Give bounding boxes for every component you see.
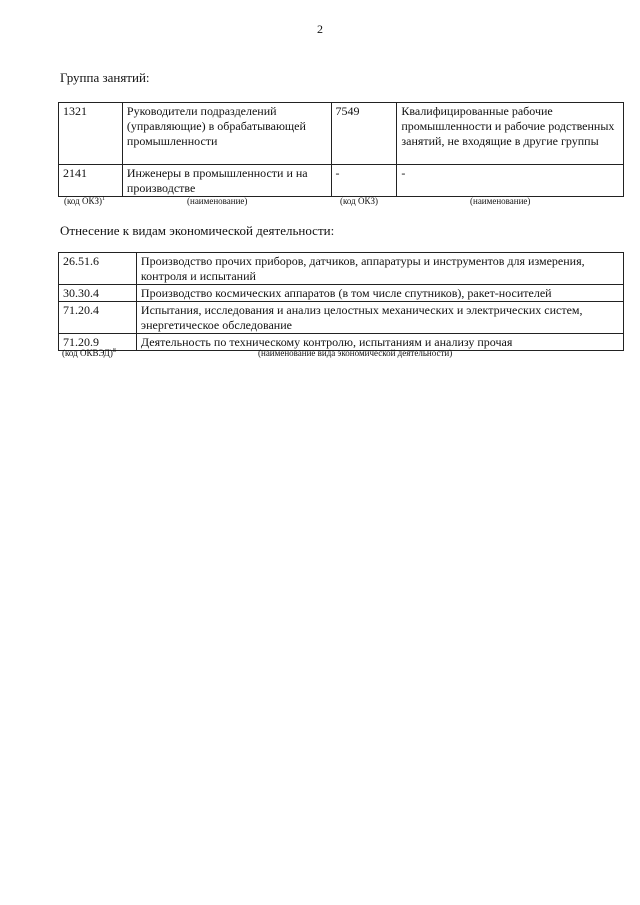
economic-activity-title: Отнесение к видам экономической деятельности:: [60, 223, 335, 238]
occupation-name-cell: Инженеры в промышленности и на производстве: [122, 165, 331, 197]
okved-code-cell: 71.20.9: [59, 334, 137, 351]
occupation-name-cell: Квалифицированные рабочие промышленности и рабочие родственных занятий, не входящие в другие группы: [397, 103, 624, 165]
table-row: [59, 285, 624, 302]
occupation-name-cell: -: [397, 165, 624, 197]
okz-code-cell: 1321: [59, 103, 123, 165]
okved-code-caption: (код ОКВЭД)$^8$: [62, 348, 116, 358]
table-row: [59, 302, 624, 334]
economic-activity-table: [58, 252, 624, 351]
occupation-name-caption: (наименование): [470, 196, 531, 206]
table-row: [59, 253, 624, 285]
okz-code-cell: -: [331, 165, 397, 197]
occupation-group-table: [58, 102, 624, 197]
table-row: [59, 103, 624, 165]
page-number: 2: [317, 22, 323, 36]
table-row: [59, 165, 624, 197]
okved-code-cell: 30.30.4: [59, 285, 137, 302]
footnote-marker: 1: [102, 196, 105, 202]
activity-name-cell: Производство прочих приборов, датчиков, аппаратуры и инструментов для измерения, контроля и испытаний: [136, 253, 623, 285]
occupation-group-title: Группа занятий:: [60, 70, 150, 85]
okved-code-cell: 26.51.6: [59, 253, 137, 285]
activity-name-cell: Испытания, исследования и анализ целостных механических и электрических систем, энергетическое обследование: [136, 302, 623, 334]
footnote-marker: 8: [112, 348, 116, 354]
okved-code-cell: 71.20.4: [59, 302, 137, 334]
okz-code-caption: (код ОКЗ): [340, 196, 378, 206]
okz-code-cell: 7549: [331, 103, 397, 165]
okz-code-caption: (код ОКЗ)$^1$: [64, 196, 105, 206]
occupation-name-caption: (наименование): [187, 196, 248, 206]
activity-name-cell: Производство космических аппаратов (в том числе спутников), ракет-носителей: [136, 285, 623, 302]
activity-name-caption: (наименование вида экономической деятельности): [258, 348, 453, 358]
activity-name-cell: Деятельность по техническому контролю, испытаниям и анализу прочая: [136, 334, 623, 351]
occupation-name-cell: Руководители подразделений (управляющие) в обрабатывающей промышленности: [122, 103, 331, 165]
okz-code-cell: 2141: [59, 165, 123, 197]
